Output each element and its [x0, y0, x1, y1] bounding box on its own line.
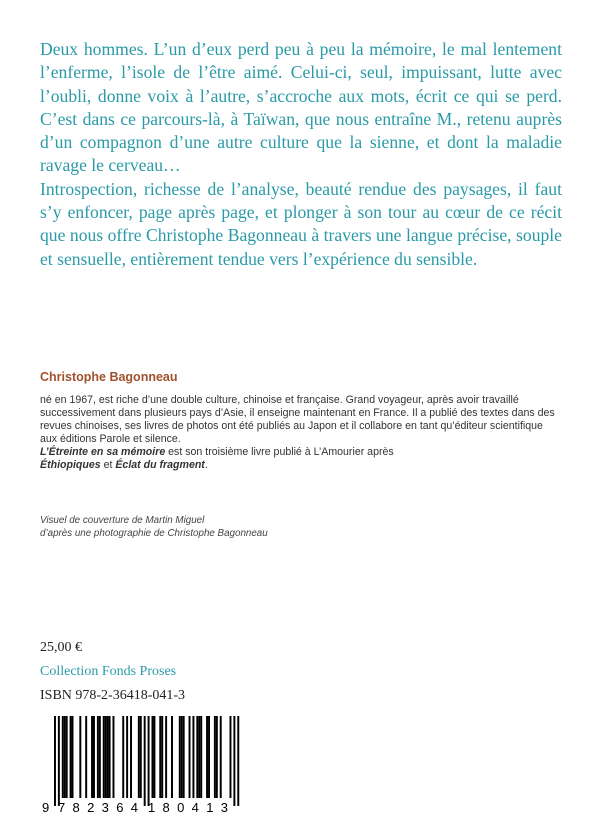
barcode-bar [181, 716, 183, 798]
barcode-bar [91, 716, 93, 798]
barcode-bar [208, 716, 210, 798]
bio-text: né en 1967, est riche d’une double culture, chinoise et française. Grand voyageur, après avoir travaillé successivement dans plusieurs pays d’Asie, il enseigne maintenant en France. Il a publié des textes dans des revues chinoises, ses livres de photos ont été publiés au Japon et il collabore en tant qu’éditeur scientifique aux éditions Parole et silence. [40, 394, 555, 445]
barcode-bar [105, 716, 107, 798]
barcode-bar [93, 716, 95, 798]
back-cover-blurb [40, 38, 562, 271]
barcode-bar [85, 716, 87, 798]
barcode-bar [54, 716, 56, 806]
barcode-bar [140, 716, 142, 798]
barcode-bar [230, 716, 232, 798]
barcode-bar [107, 716, 109, 798]
barcode-bar [152, 716, 154, 798]
barcode-bar [66, 716, 68, 798]
barcode-bar [159, 716, 161, 798]
cover-credit-line-2: d’après une photographie de Christophe Bagonneau [40, 528, 268, 539]
blurb-paragraph-2: Introspection, richesse de l’analyse, beauté rendue des paysages, il faut s’y enfoncer, page après page, et plonger à son tour au cœur de ce récit que nous offre Christophe Bagonneau à travers une langue précise, souple et sensuelle, entièrement tendue vers l’expérience du sensible. [40, 178, 562, 269]
barcode-bar [72, 716, 74, 798]
barcode-bar [153, 716, 155, 798]
barcode-bar [126, 716, 128, 798]
barcode-bar [192, 716, 194, 798]
cover-credit-line-1: Visuel de couverture de Martin Miguel [40, 515, 205, 526]
previous-work-1: Éthiopiques [40, 459, 101, 471]
bio-after-title: est son troisième livre publié à L’Amourier après [165, 446, 394, 458]
barcode-left-digits: 782364 [58, 800, 138, 814]
barcode-bar [58, 716, 60, 806]
barcode-bar [138, 716, 140, 798]
barcode-bar [113, 716, 115, 798]
barcode-bar [62, 716, 64, 798]
cover-credit [40, 514, 440, 540]
barcode-bar [220, 716, 222, 798]
blurb-paragraph-1: Deux hommes. L’un d’eux perd peu à peu la mémoire, le mal lentement l’enferme, l’isole de l’être aimé. Celui-ci, seul, impuissant, lutte avec l’oubli, donne voix à l’autre, s’accroche aux mots, écrit ce qui se perd. C’est dans ce parcours-là, à Taïwan, que nous entraîne M., retenu auprès d’un compagnon d’une autre culture que la sienne, et dont la maladie ravage le cerveau… [40, 39, 562, 176]
barcode-bar [237, 716, 239, 806]
barcode-bar [79, 716, 81, 798]
isbn-barcode [40, 716, 240, 814]
barcode-bar [189, 716, 191, 798]
barcode-bars [54, 716, 239, 806]
barcode-bar [103, 716, 105, 798]
collection-name: Collection Fonds Proses [40, 664, 177, 679]
barcode-bar [97, 716, 99, 798]
barcode-bar [99, 716, 101, 798]
price: 25,00 € [40, 640, 82, 655]
barcode-bar [214, 716, 216, 798]
barcode-bar [179, 716, 181, 798]
barcode-bar [216, 716, 218, 798]
bio-end: . [204, 459, 208, 471]
barcode-first-digit: 9 [42, 800, 50, 814]
barcode-right-digits: 180413 [148, 800, 228, 814]
barcode-bar [70, 716, 72, 798]
book-title: L’Étreinte en sa mémoire [40, 446, 166, 458]
isbn: ISBN 978-2-36418-041-3 [40, 688, 186, 703]
author-name: Christophe Bagonneau [40, 370, 178, 384]
previous-work-2: Éclat du fragment [115, 459, 205, 471]
author-section [40, 370, 562, 472]
author-bio [40, 394, 562, 472]
barcode-bar [171, 716, 173, 798]
barcode-bar [122, 716, 124, 798]
barcode-bar [183, 716, 185, 798]
barcode-bar [196, 716, 198, 798]
barcode-bar [198, 716, 200, 798]
barcode-bar [64, 716, 66, 798]
barcode-bar [233, 716, 235, 806]
barcode-bar [200, 716, 202, 798]
barcode-bar [109, 716, 111, 798]
barcode-bar [161, 716, 163, 798]
barcode-bar [148, 716, 150, 806]
barcode-bar [165, 716, 167, 798]
barcode-bar [130, 716, 132, 798]
barcode-bar [206, 716, 208, 798]
bio-conjunction: et [100, 459, 116, 471]
barcode-bar [144, 716, 146, 806]
